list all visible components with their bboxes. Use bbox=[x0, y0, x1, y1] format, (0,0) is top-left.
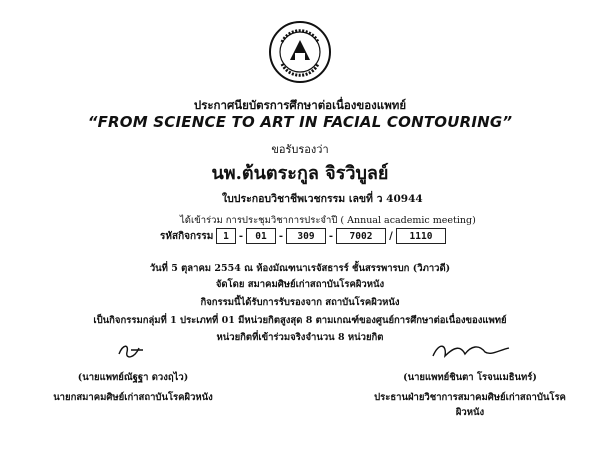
recipient-name: นพ.ต้นตระกูล จิรวิบูลย์ bbox=[211, 163, 389, 184]
organized-by: จัดโดย สมาคมศิษย์เก่าสถาบันโรคผิวหนัง bbox=[215, 279, 385, 290]
code-box: 309 bbox=[286, 228, 326, 244]
signatory-left-position: นายกสมาคมศิษย์เก่าสถาบันโรคผิวหนัง bbox=[53, 392, 213, 403]
code-box: 1 bbox=[216, 228, 236, 244]
activity-code-label: รหัสกิจกรรม bbox=[160, 230, 214, 242]
activity-code-boxes: 1 - 01 - 309 - 7002 / 1110 bbox=[216, 228, 446, 244]
certifies-text: ขอรับรองว่า bbox=[271, 143, 329, 156]
signature-left-icon bbox=[113, 340, 153, 362]
signature-block-right bbox=[370, 340, 570, 420]
signature-block-left bbox=[38, 340, 228, 405]
date-place: วันที่ 5 ตุลาคม 2554 ณ ห้องมัณฑนาเรจัสธารร์ ชั้นสรรพารบก (วิภาวดี) bbox=[149, 263, 451, 274]
code-box: 7002 bbox=[336, 228, 386, 244]
signatory-right-name: (นายแพทย์ชินตา โรจนเมธินทร์) bbox=[403, 372, 537, 383]
certificate-title: ประกาศนียบัตรการศึกษาต่อเนื่องของแพทย์ bbox=[193, 98, 407, 112]
code-box: 01 bbox=[246, 228, 276, 244]
code-box: 1110 bbox=[396, 228, 446, 244]
units-earned: หน่วยกิตที่เข้าร่วมจริงจำนวน 8 หน่วยกิต bbox=[216, 332, 384, 343]
signatory-right-position: ประธานฝ่ายวิชาการสมาคมศิษย์เก่าสถาบันโรคผิวหนัง bbox=[374, 392, 566, 418]
approved-by: กิจกรรมนี้ได้รับการรับรองจาก สถาบันโรคผิวหนัง bbox=[200, 297, 400, 308]
credit-group: เป็นกิจกรรมกลุ่มที่ 1 ประเภทที่ 01 มีหน่วยกิตสูงสุด 8 ตามเกณฑ์ของศูนย์การศึกษาต่อเนื่องของแพทย์ bbox=[93, 315, 507, 326]
signature-right-icon bbox=[425, 340, 515, 362]
society-seal-icon bbox=[268, 20, 332, 84]
signatory-left-name: (นายแพทย์ณัฐฐา ดวงฤไว) bbox=[77, 372, 189, 383]
attended-text: ได้เข้าร่วม การประชุมวิชาการประจำปี ( Annual academic meeting) bbox=[180, 215, 476, 226]
activity-code-row bbox=[160, 228, 446, 244]
license-number: ใบประกอบวิชาชีพเวชกรรม เลขที่ ว 40944 bbox=[222, 193, 423, 205]
event-subtitle: “FROM SCIENCE TO ART IN FACIAL CONTOURING” bbox=[87, 113, 513, 131]
society-seal-logo bbox=[268, 20, 332, 84]
